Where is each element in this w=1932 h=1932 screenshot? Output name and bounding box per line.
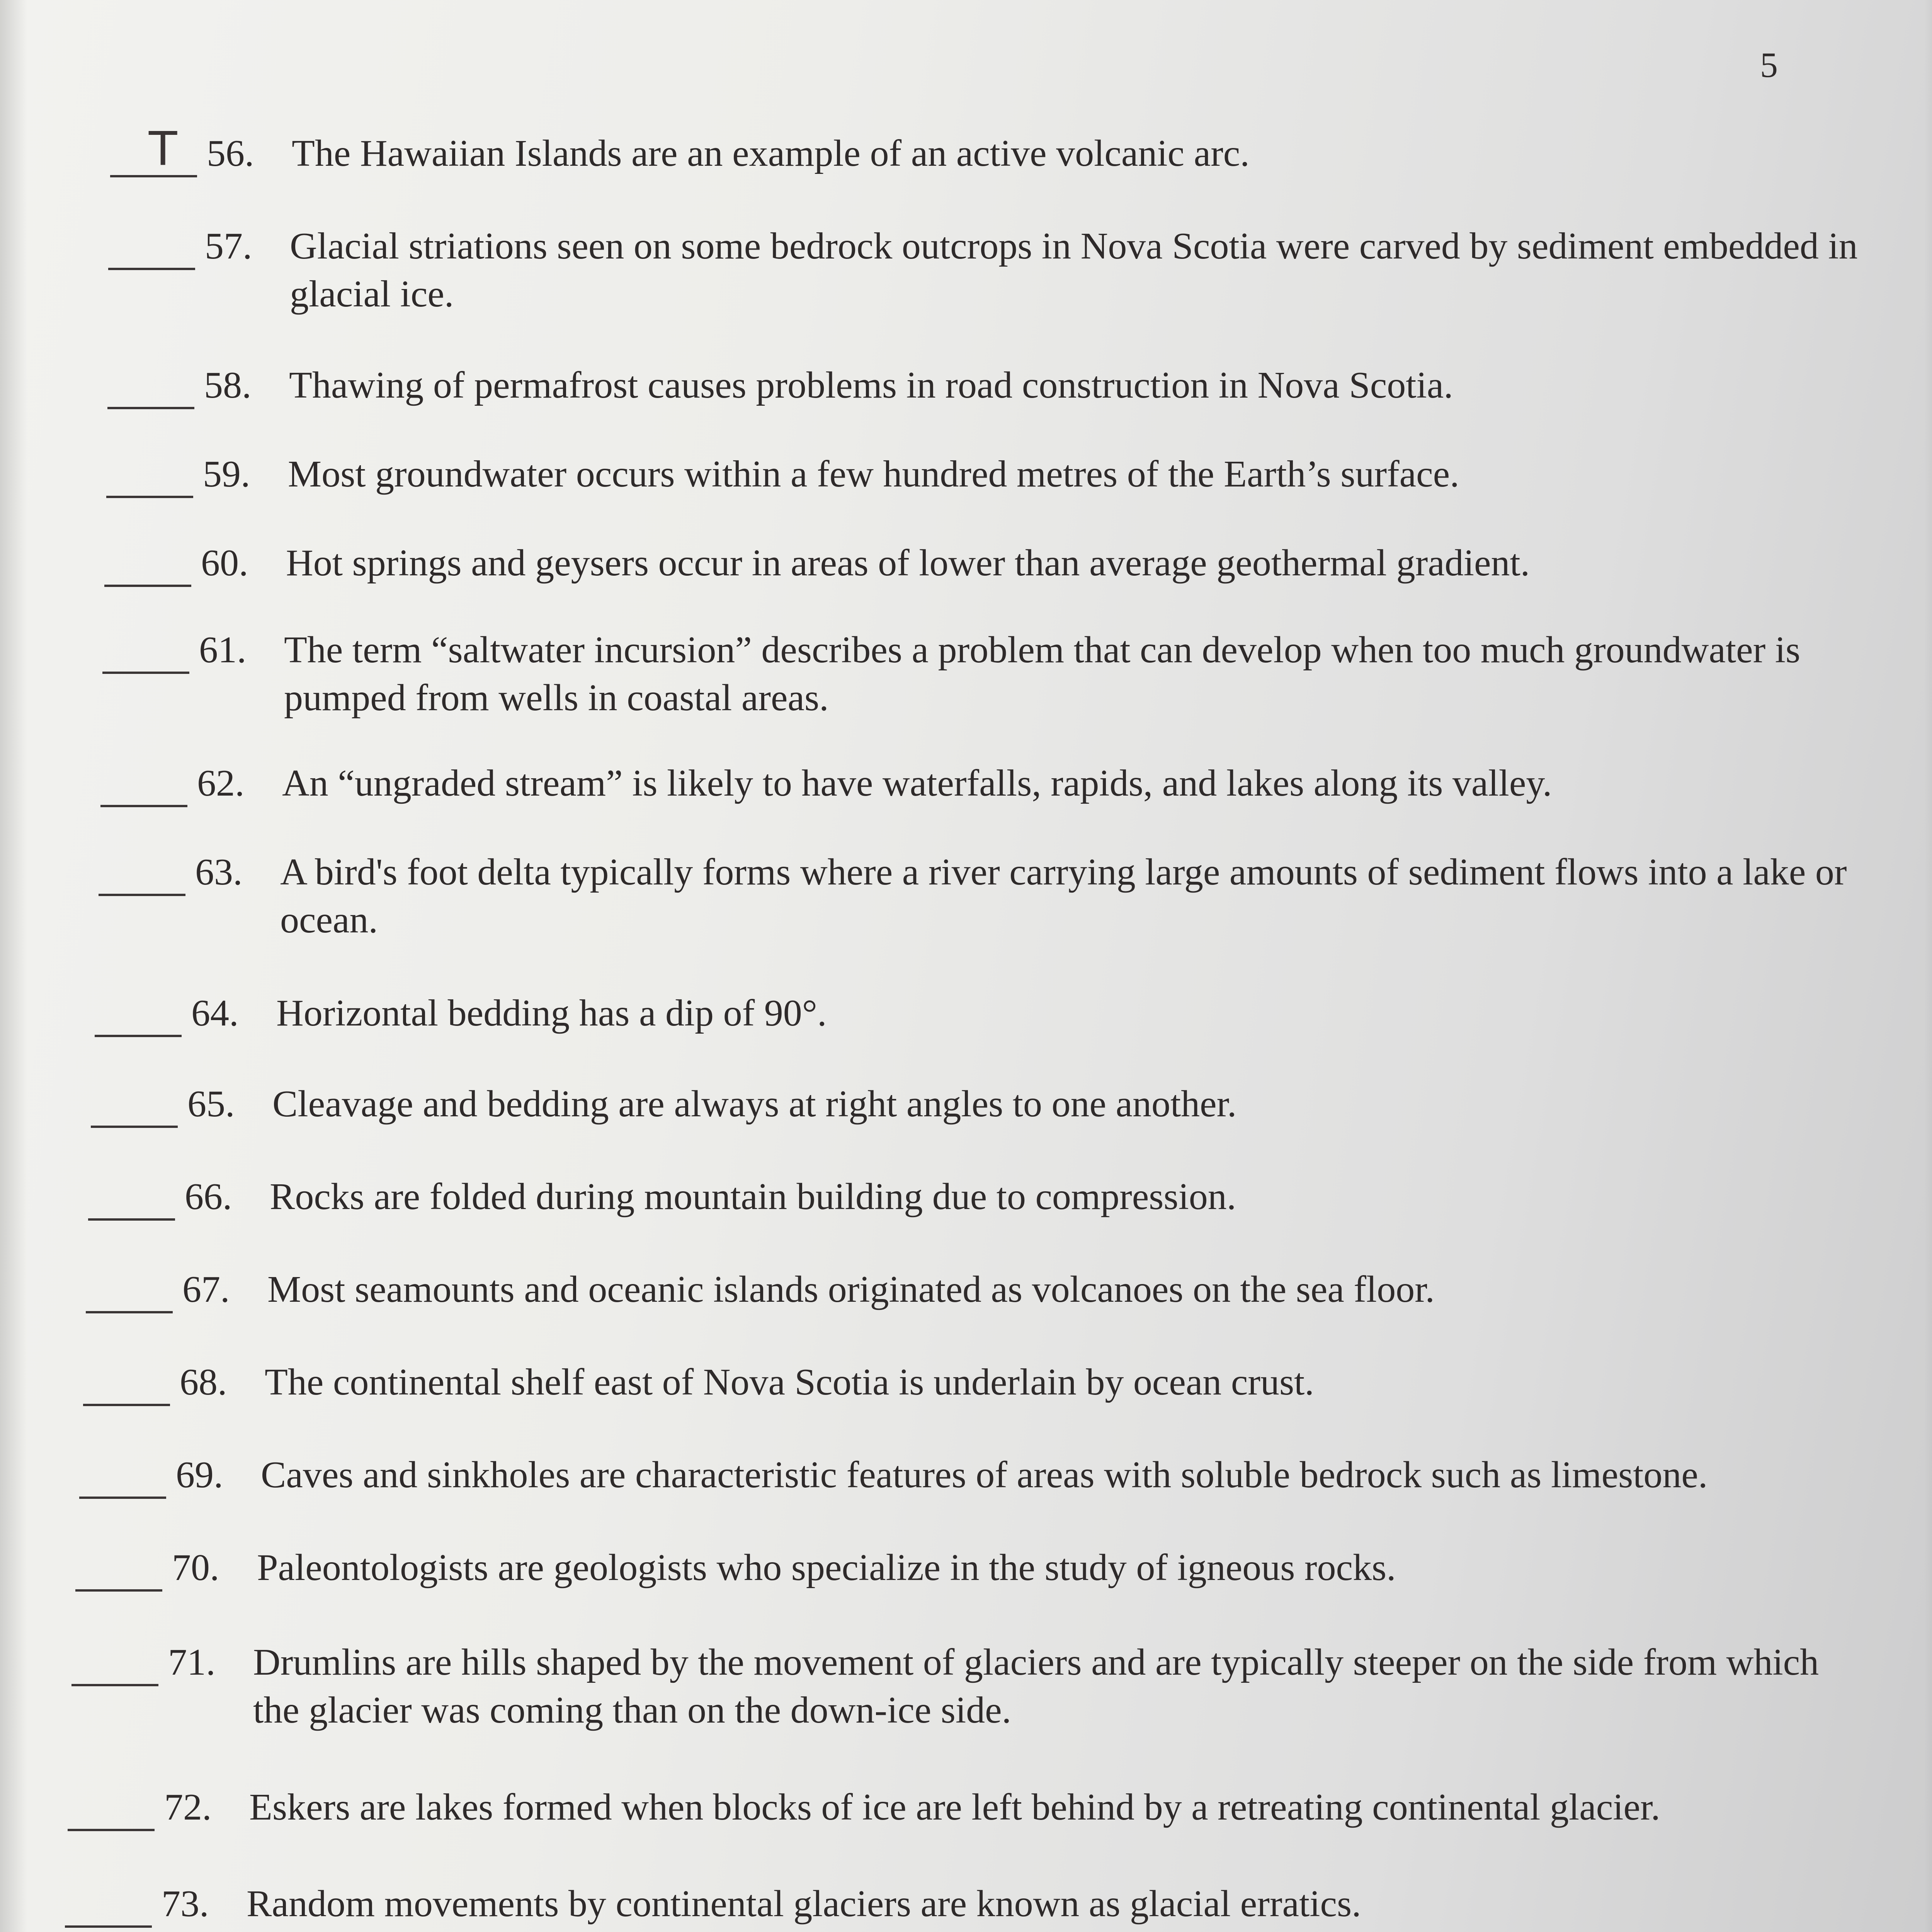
answer-blank[interactable] — [104, 585, 191, 587]
question-item — [107, 361, 1932, 462]
question-text: Random movements by continental glaciers are known as glacial erratics. — [247, 1883, 1361, 1925]
question-number: 68. — [180, 1361, 227, 1403]
question-number: 73. — [162, 1883, 209, 1925]
question-number: 70. — [172, 1547, 219, 1588]
question-text: Horizontal bedding has a dip of 90°. — [276, 992, 827, 1034]
question-item — [108, 222, 1932, 323]
question-text: Eskers are lakes formed when blocks of ice are left behind by a retreating continental glacier. — [249, 1786, 1660, 1828]
question-item — [71, 1638, 1926, 1739]
question-number: 58. — [204, 364, 252, 406]
page-shadow-left — [0, 0, 27, 1932]
question-item — [75, 1544, 1930, 1644]
question-item — [88, 1173, 1932, 1273]
handwritten-answer: T — [149, 122, 177, 176]
question-text: Rocks are folded during mountain building due to compression. — [270, 1176, 1236, 1218]
answer-blank[interactable] — [107, 407, 194, 409]
question-number: 59. — [203, 453, 250, 495]
question-item — [99, 848, 1932, 949]
question-number: 66. — [185, 1176, 232, 1218]
question-item — [110, 122, 1932, 230]
question-text: Paleontologists are geologists who specialize in the study of igneous rocks. — [257, 1547, 1396, 1588]
question-item — [91, 1080, 1932, 1180]
question-number: 72. — [164, 1786, 212, 1828]
question-text: Cleavage and bedding are always at right angles to one another. — [272, 1083, 1237, 1125]
page-number: 5 — [1760, 45, 1778, 85]
question-text: Most seamounts and oceanic islands originated as volcanoes on the sea floor. — [267, 1269, 1435, 1310]
question-item — [100, 759, 1932, 860]
question-text: An “ungraded stream” is likely to have waterfalls, rapids, and lakes along its valley. — [282, 762, 1552, 804]
answer-blank[interactable] — [88, 1218, 175, 1221]
answer-blank[interactable] — [100, 805, 187, 807]
question-text: The continental shelf east of Nova Scotia is underlain by ocean crust. — [265, 1361, 1314, 1403]
question-text: A bird's foot delta typically forms where a river carrying large amounts of sediment flows into a lake or ocean. — [280, 851, 1847, 941]
question-text: Caves and sinkholes are characteristic features of areas with soluble bedrock such as limestone. — [261, 1454, 1708, 1496]
answer-blank[interactable] — [65, 1925, 152, 1928]
answer-blank[interactable] — [83, 1404, 170, 1406]
answer-blank[interactable] — [75, 1589, 162, 1592]
question-item — [79, 1451, 1932, 1551]
question-number: 65. — [187, 1083, 235, 1125]
question-text: Drumlins are hills shaped by the movement of glaciers and are typically steeper on the side from which the glacier was coming than on the down-ice side. — [253, 1641, 1819, 1731]
answer-blank[interactable] — [108, 268, 195, 270]
question-item — [83, 1358, 1932, 1459]
answer-blank[interactable] — [99, 894, 185, 896]
question-text: Glacial striations seen on some bedrock outcrops in Nova Scotia were carved by sediment embedded in glacial ice. — [290, 225, 1858, 315]
question-item — [104, 539, 1932, 639]
question-number: 64. — [191, 992, 239, 1034]
answer-blank[interactable] — [71, 1684, 158, 1686]
question-number: 62. — [197, 762, 245, 804]
question-item — [86, 1265, 1932, 1366]
question-text: Hot springs and geysers occur in areas of lower than average geothermal gradient. — [286, 542, 1530, 584]
question-item — [68, 1783, 1922, 1884]
answer-blank[interactable] — [79, 1497, 166, 1499]
question-text: The term “saltwater incursion” describes a problem that can develop when too much groundwater is pumped from wells in coastal areas. — [284, 629, 1801, 719]
question-item — [102, 626, 1932, 726]
answer-blank[interactable] — [106, 496, 193, 498]
answer-blank[interactable] — [91, 1126, 178, 1128]
question-text: Most groundwater occurs within a few hundred metres of the Earth’s surface. — [288, 453, 1459, 495]
answer-blank[interactable] — [102, 672, 189, 674]
question-number: 69. — [176, 1454, 223, 1496]
answer-blank[interactable] — [68, 1829, 155, 1831]
answer-blank[interactable] — [95, 1035, 182, 1037]
question-item — [65, 1880, 1920, 1932]
question-number: 61. — [199, 629, 247, 671]
question-number: 63. — [195, 851, 243, 893]
question-number: 60. — [201, 542, 248, 584]
answer-blank[interactable] — [86, 1311, 173, 1313]
question-number: 56. — [207, 133, 254, 174]
question-text: Thawing of permafrost causes problems in road construction in Nova Scotia. — [289, 364, 1453, 406]
question-text: The Hawaiian Islands are an example of an active volcanic arc. — [292, 133, 1250, 174]
question-item — [95, 989, 1932, 1090]
question-item — [106, 450, 1932, 551]
question-number: 67. — [182, 1269, 230, 1310]
question-number: 57. — [205, 225, 252, 267]
question-number: 71. — [168, 1641, 216, 1683]
